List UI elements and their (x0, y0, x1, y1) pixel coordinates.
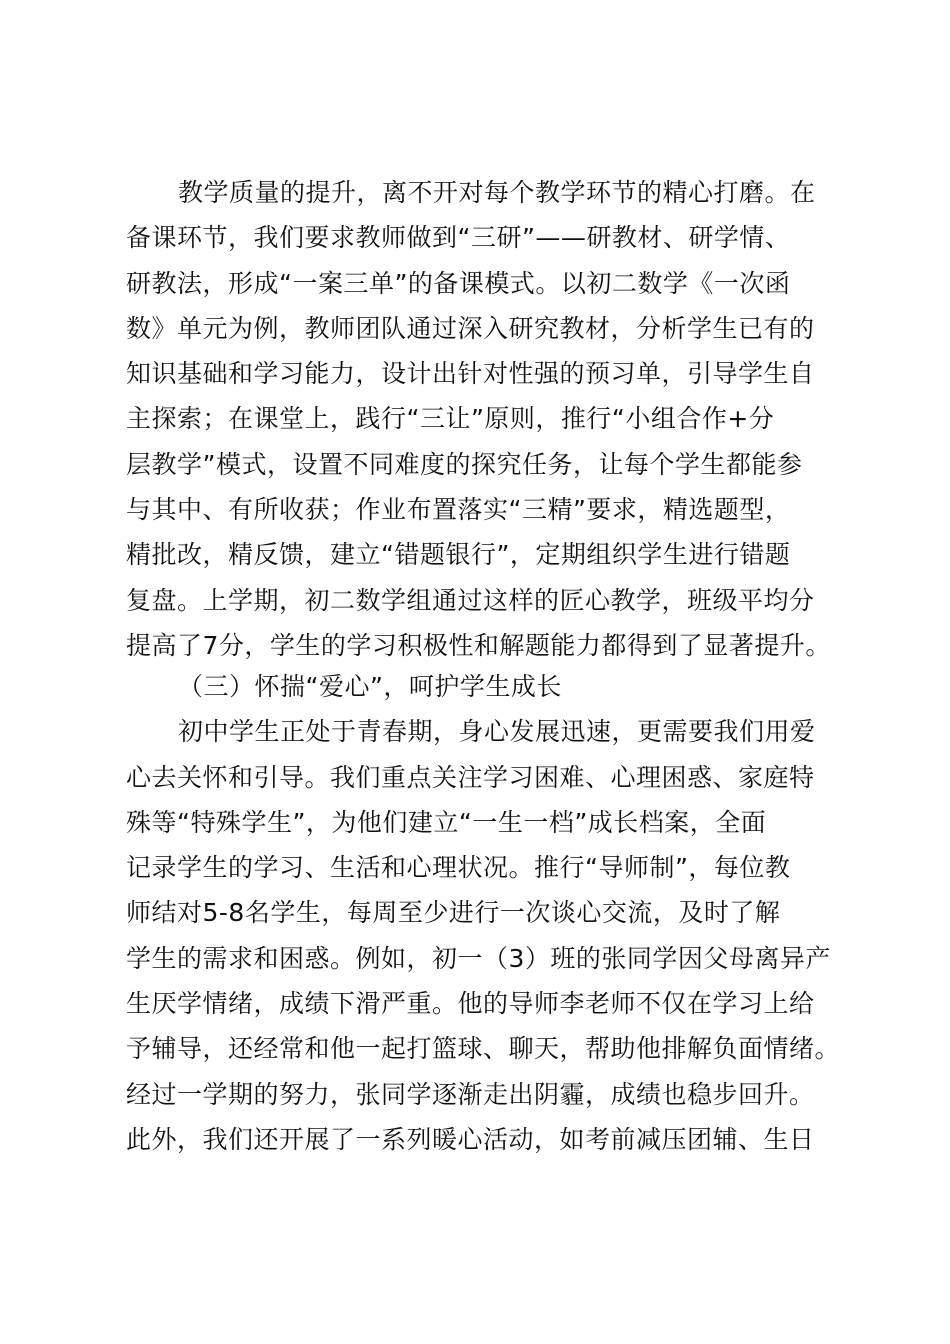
text-line: 初中学生正处于青春期，身心发展迅速，更需要我们用爱 (178, 717, 816, 747)
text-line: 与其中、有所收获；作业布置落实“三精”要求，精选题型， (126, 495, 791, 525)
text-line: 数》单元为例，教师团队通过深入研究教材，分析学生已有的 (126, 313, 815, 343)
text-line: 记录学生的学习、生活和心理状况。推行“导师制”，每位教 (126, 853, 791, 883)
paragraph-teaching-quality (126, 170, 836, 668)
text-line: 提高了7分，学生的学习积极性和解题能力都得到了显著提升。 (126, 630, 831, 660)
text-line: 复盘。上学期，初二数学组通过这样的匠心教学，班级平均分 (126, 585, 815, 615)
text-line: 层教学”模式，设置不同难度的探究任务，让每个学生都能参 (126, 449, 803, 479)
text-line: 主探索；在课堂上，践行“三让”原则，推行“小组合作+分 (126, 404, 775, 434)
text-line: 生厌学情绪，成绩下滑严重。他的导师李老师不仅在学习上给 (126, 989, 815, 1019)
text-line: 知识基础和学习能力，设计出针对性强的预习单，引导学生自 (126, 359, 815, 389)
section-heading: （三）怀揣“爱心”，呵护学生成长 (178, 672, 562, 701)
section-love-care (126, 664, 841, 1162)
text-line: 备课环节，我们要求教师做到“三研”——研教材、研学情、 (126, 223, 791, 253)
text-line: 经过一学期的努力，张同学逐渐走出阴霾，成绩也稳步回升。 (126, 1079, 815, 1109)
text-line: 学生的需求和困惑。例如，初一（3）班的张同学因父母离异产 (126, 943, 831, 973)
text-line: 此外，我们还开展了一系列暖心活动，如考前减压团辅、生日 (126, 1124, 815, 1154)
text-line: 心去关怀和引导。我们重点关注学习困难、心理困惑、家庭特 (126, 762, 815, 792)
text-line: 研教法，形成“一案三单”的备课模式。以初二数学《一次函 (126, 268, 791, 298)
text-line: 师结对5-8名学生，每周至少进行一次谈心交流，及时了解 (126, 898, 781, 928)
text-line: 殊等“特殊学生”，为他们建立“一生一档”成长档案，全面 (126, 807, 767, 837)
text-line: 教学质量的提升，离不开对每个教学环节的精心打磨。在 (178, 178, 816, 207)
text-line: 精批改，精反馈，建立“错题银行”，定期组织学生进行错题 (126, 540, 791, 570)
text-line: 予辅导，还经常和他一起打篮球、聊天，帮助他排解负面情绪。 (126, 1034, 841, 1064)
